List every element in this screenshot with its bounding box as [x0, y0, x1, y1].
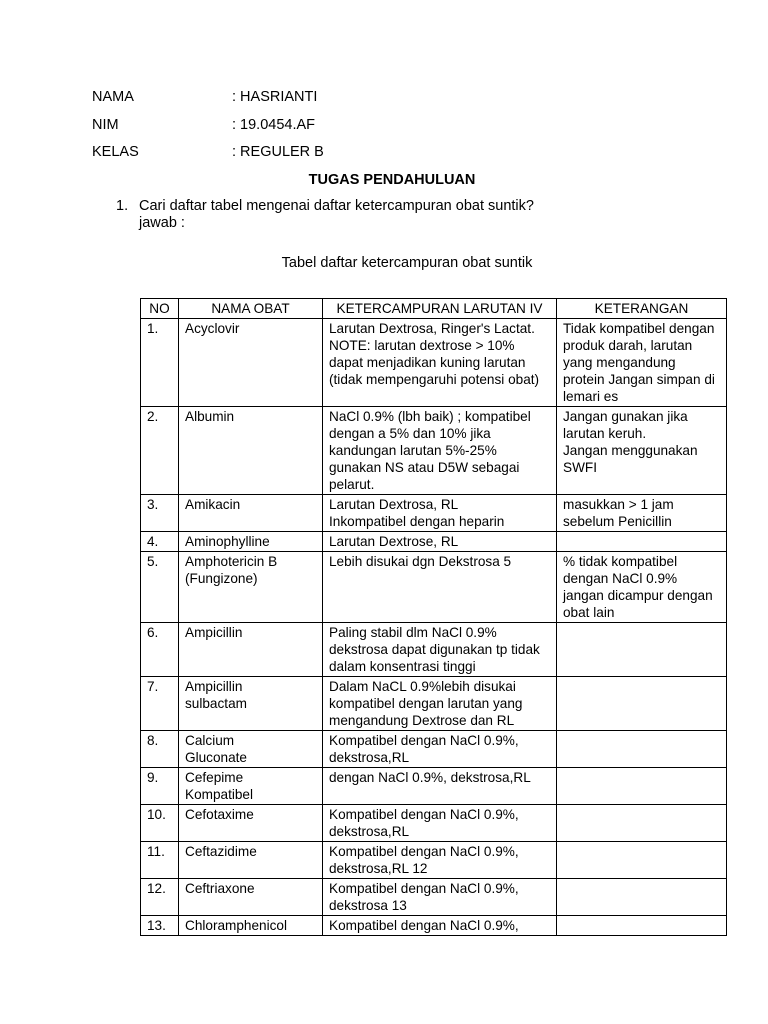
- nim-value: : 19.0454.AF: [232, 117, 316, 133]
- header-keterangan: KETERANGAN: [557, 299, 727, 319]
- row-number: 8.: [141, 731, 179, 768]
- iv-compatibility: Kompatibel dengan NaCl 0.9%, dekstrosa,RL 12: [323, 842, 557, 879]
- row-number: 7.: [141, 677, 179, 731]
- remarks: [557, 805, 727, 842]
- remarks: masukkan > 1 jam sebelum Penicillin: [557, 495, 727, 532]
- table-row: [141, 879, 727, 916]
- row-number: 2.: [141, 407, 179, 495]
- drug-name: Acyclovir: [179, 319, 323, 407]
- nama-label: NAMA: [92, 89, 134, 105]
- nim-label: NIM: [92, 117, 119, 133]
- table-row: [141, 532, 727, 552]
- remarks: [557, 731, 727, 768]
- nama-value: : HASRIANTI: [232, 89, 318, 105]
- drug-name: Ceftriaxone: [179, 879, 323, 916]
- drug-name: Amphotericin B (Fungizone): [179, 552, 323, 623]
- iv-compatibility: Kompatibel dengan NaCl 0.9%,: [323, 916, 557, 936]
- row-number: 11.: [141, 842, 179, 879]
- drug-name: Ampicillin sulbactam: [179, 677, 323, 731]
- drug-name: Calcium Gluconate: [179, 731, 323, 768]
- kelas-label: KELAS: [92, 144, 139, 160]
- iv-compatibility: Larutan Dextrosa, RL Inkompatibel dengan heparin: [323, 495, 557, 532]
- kelas-value: : REGULER B: [232, 144, 324, 160]
- row-number: 1.: [141, 319, 179, 407]
- row-number: 5.: [141, 552, 179, 623]
- table-row: [141, 319, 727, 407]
- iv-compatibility: Kompatibel dengan NaCl 0.9%, dekstrosa,RL: [323, 731, 557, 768]
- drug-name: Amikacin: [179, 495, 323, 532]
- row-number: 6.: [141, 623, 179, 677]
- drug-name: Ceftazidime: [179, 842, 323, 879]
- drug-name: Cefotaxime: [179, 805, 323, 842]
- remarks: % tidak kompatibel dengan NaCl 0.9% jangan dicampur dengan obat lain: [557, 552, 727, 623]
- table-row: [141, 805, 727, 842]
- row-number: 3.: [141, 495, 179, 532]
- iv-compatibility: Paling stabil dlm NaCl 0.9% dekstrosa dapat digunakan tp tidak dalam konsentrasi tinggi: [323, 623, 557, 677]
- remarks: [557, 677, 727, 731]
- iv-compatibility: NaCl 0.9% (lbh baik) ; kompatibel dengan a 5% dan 10% jika kandungan larutan 5%-25% gunakan NS atau D5W sebagai pelarut.: [323, 407, 557, 495]
- iv-compatibility: Larutan Dextrosa, Ringer's Lactat. NOTE: larutan dextrose > 10% dapat menjadikan kuning larutan (tidak mempengaruhi potensi obat): [323, 319, 557, 407]
- drug-name: Albumin: [179, 407, 323, 495]
- table-row: [141, 495, 727, 532]
- remarks: [557, 768, 727, 805]
- drug-name: Aminophylline: [179, 532, 323, 552]
- table-row: [141, 731, 727, 768]
- remarks: [557, 532, 727, 552]
- iv-compatibility: Lebih disukai dgn Dekstrosa 5: [323, 552, 557, 623]
- drug-name: Chloramphenicol: [179, 916, 323, 936]
- row-number: 10.: [141, 805, 179, 842]
- table-row: [141, 552, 727, 623]
- question-number: 1.: [116, 198, 129, 214]
- remarks: [557, 916, 727, 936]
- remarks: Jangan gunakan jika larutan keruh. Jangan menggunakan SWFI: [557, 407, 727, 495]
- row-number: 13.: [141, 916, 179, 936]
- row-number: 12.: [141, 879, 179, 916]
- document-title: TUGAS PENDAHULUAN: [308, 172, 476, 188]
- drug-name: Ampicillin: [179, 623, 323, 677]
- table-caption: Tabel daftar ketercampuran obat suntik: [281, 255, 533, 271]
- table-row: [141, 677, 727, 731]
- iv-compatibility: Kompatibel dengan NaCl 0.9%, dekstrosa,RL: [323, 805, 557, 842]
- table-row: [141, 842, 727, 879]
- remarks: [557, 879, 727, 916]
- iv-compatibility: Dalam NaCL 0.9%lebih disukai kompatibel dengan larutan yang mengandung Dextrose dan RL: [323, 677, 557, 731]
- table-row: [141, 916, 727, 936]
- iv-compatibility: Kompatibel dengan NaCl 0.9%, dekstrosa 13: [323, 879, 557, 916]
- remarks: [557, 842, 727, 879]
- table-body: [141, 319, 727, 936]
- table-row: [141, 623, 727, 677]
- table-row: [141, 407, 727, 495]
- row-number: 9.: [141, 768, 179, 805]
- row-number: 4.: [141, 532, 179, 552]
- remarks: [557, 623, 727, 677]
- iv-compatibility: dengan NaCl 0.9%, dekstrosa,RL: [323, 768, 557, 805]
- drug-compatibility-table: [140, 298, 727, 936]
- drug-name: Cefepime Kompatibel: [179, 768, 323, 805]
- remarks: Tidak kompatibel dengan produk darah, larutan yang mengandung protein Jangan simpan di lemari es: [557, 319, 727, 407]
- header-ketercampuran: KETERCAMPURAN LARUTAN IV: [323, 299, 557, 319]
- answer-label: jawab :: [139, 215, 185, 231]
- question-text: Cari daftar tabel mengenai daftar ketercampuran obat suntik?: [139, 198, 534, 214]
- iv-compatibility: Larutan Dextrose, RL: [323, 532, 557, 552]
- table-row: [141, 768, 727, 805]
- header-nama-obat: NAMA OBAT: [179, 299, 323, 319]
- table-header-row: [141, 299, 727, 319]
- header-no: NO: [141, 299, 179, 319]
